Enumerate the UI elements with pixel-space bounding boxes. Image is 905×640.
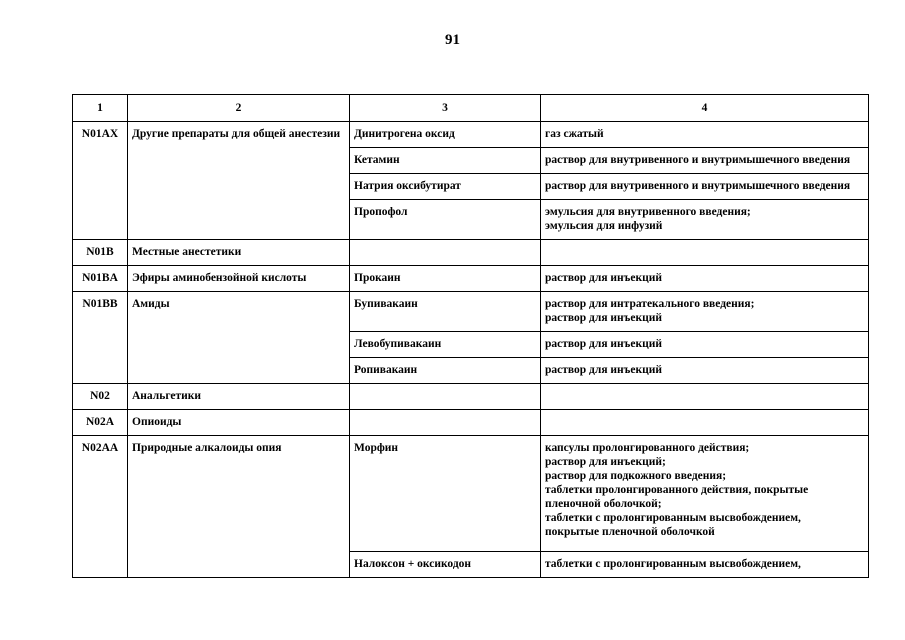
dosage-forms-cell [541,332,869,358]
dosage-forms-cell [541,436,869,552]
dosage-form-line: таблетки с пролонгированным высвобождением, [545,558,801,570]
dosage-form-line: таблетки пролонгированного действия, покрытые [545,484,809,496]
drug-name-cell: Налоксон + оксикодон [350,552,541,578]
group-name-cell: Опиоиды [128,410,350,436]
atc-code-cell: N02AA [73,436,128,578]
group-name-cell: Амиды [128,292,350,384]
drug-name-cell: Кетамин [350,148,541,174]
group-name-cell: Другие препараты для общей анестезии [128,122,350,240]
table-row [73,384,869,410]
atc-code-cell: N01BA [73,266,128,292]
dosage-form-line: раствор для подкожного введения; [545,470,727,482]
dosage-forms-cell [541,174,869,200]
dosage-forms-cell [541,410,869,436]
table-row [73,122,869,148]
table-header-row [73,95,869,122]
dosage-form-line: таблетки с пролонгированным высвобождением, [545,512,801,524]
table-row [73,266,869,292]
dosage-form-line: раствор для инъекций [545,272,662,284]
drug-name-cell [350,240,541,266]
table-row [73,292,869,332]
dosage-forms-cell [541,240,869,266]
page-number: 91 [445,32,460,48]
table-row [73,410,869,436]
table-row [73,240,869,266]
dosage-form-line: раствор для инъекций; [545,456,666,468]
header-col-3: 3 [350,95,541,122]
drug-name-cell: Морфин [350,436,541,552]
drug-name-cell [350,384,541,410]
dosage-forms-cell [541,292,869,332]
atc-code-cell: N02 [73,384,128,410]
atc-code-cell: N01B [73,240,128,266]
dosage-form-line: эмульсия для инфузий [545,220,663,232]
drug-name-cell: Прокаин [350,266,541,292]
drug-table [72,94,869,578]
drug-name-cell: Динитрогена оксид [350,122,541,148]
dosage-form-line: покрытые пленочной оболочкой [545,526,715,538]
dosage-forms-cell [541,552,869,578]
dosage-form-line: раствор для внутривенного и внутримышечного введения [545,180,851,192]
dosage-form-line: раствор для интратекального введения; [545,298,755,310]
drug-name-cell: Пропофол [350,200,541,240]
dosage-forms-cell [541,122,869,148]
drug-name-cell: Натрия оксибутират [350,174,541,200]
dosage-form-line: раствор для инъекций [545,312,662,324]
atc-code-cell: N02A [73,410,128,436]
dosage-form-line: капсулы пролонгированного действия; [545,442,750,454]
dosage-forms-cell [541,200,869,240]
group-name-cell: Анальгетики [128,384,350,410]
table-row [73,436,869,552]
drug-name-cell [350,410,541,436]
drug-name-cell: Бупивакаин [350,292,541,332]
atc-code-cell: N01AX [73,122,128,240]
dosage-form-line: раствор для инъекций [545,338,662,350]
dosage-forms-cell [541,266,869,292]
dosage-form-line: раствор для инъекций [545,364,662,376]
dosage-form-line: раствор для внутривенного и внутримышечного введения [545,154,851,166]
dosage-form-line: пленочной оболочкой; [545,498,662,510]
dosage-form-line: газ сжатый [545,128,604,140]
group-name-cell: Местные анестетики [128,240,350,266]
drug-name-cell: Ропивакаин [350,358,541,384]
group-name-cell: Эфиры аминобензойной кислоты [128,266,350,292]
header-col-2: 2 [128,95,350,122]
header-col-4: 4 [541,95,869,122]
group-name-cell: Природные алкалоиды опия [128,436,350,578]
dosage-forms-cell [541,148,869,174]
dosage-forms-cell [541,384,869,410]
dosage-form-line: эмульсия для внутривенного введения; [545,206,751,218]
header-col-1: 1 [73,95,128,122]
dosage-forms-cell [541,358,869,384]
atc-code-cell: N01BB [73,292,128,384]
drug-name-cell: Левобупивакаин [350,332,541,358]
